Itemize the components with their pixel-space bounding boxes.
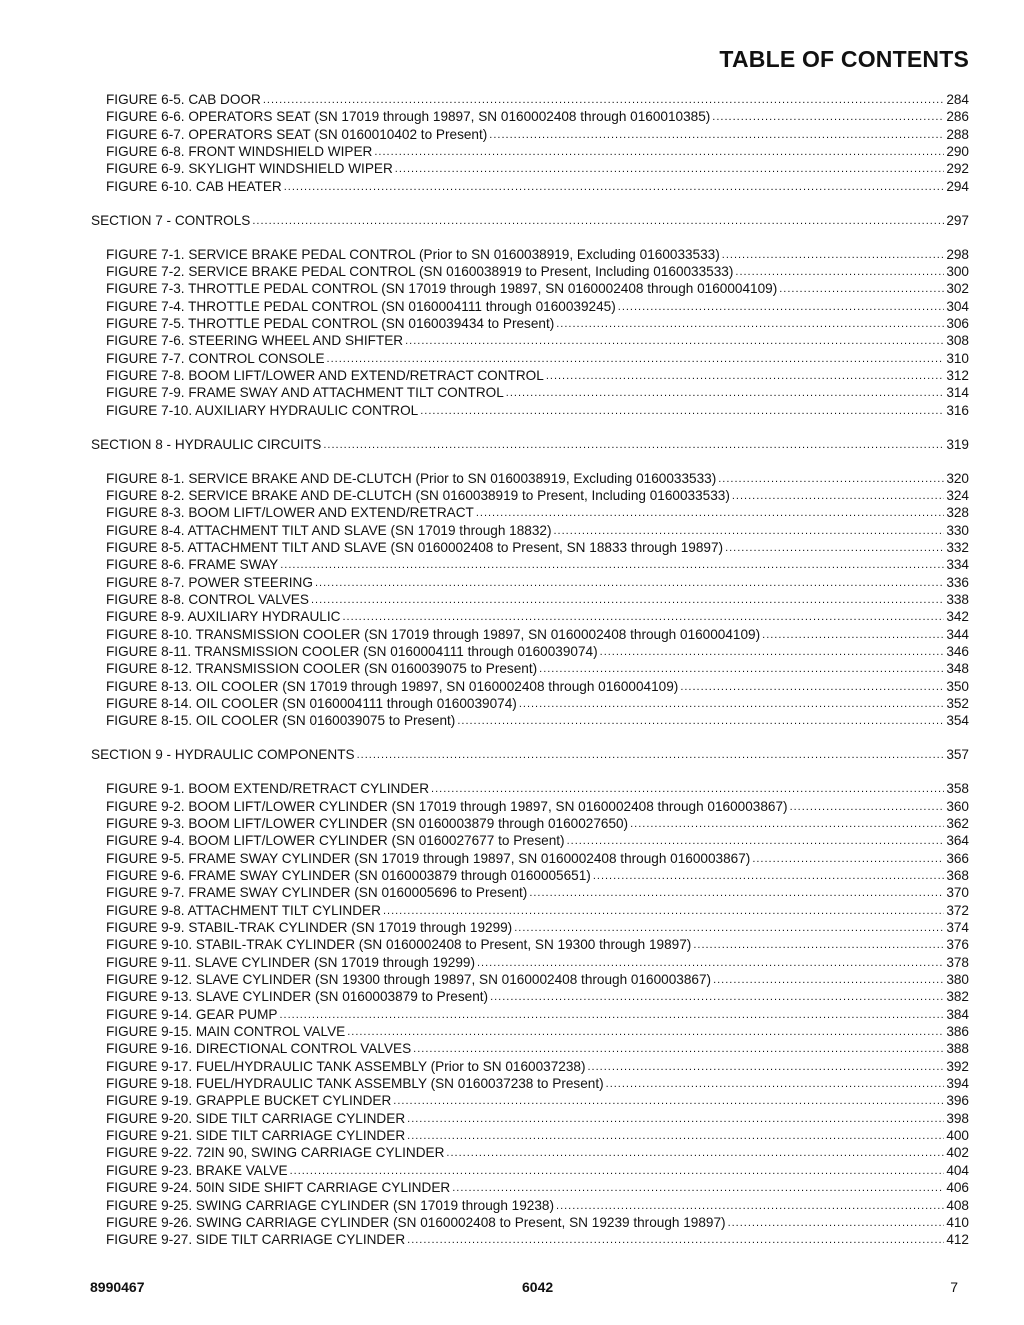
- toc-entry-label: FIGURE 8-11. TRANSMISSION COOLER (SN 0160004111 through 0160039074): [106, 644, 598, 659]
- toc-entry-page: 368: [946, 867, 969, 883]
- toc-entry-label: FIGURE 8-9. AUXILIARY HYDRAULIC: [106, 609, 341, 625]
- toc-entry-label: FIGURE 8-13. OIL COOLER (SN 17019 through 19897, SN 0160002408 through 0160004109): [106, 678, 679, 694]
- toc-entry-label: FIGURE 8-3. BOOM LIFT/LOWER AND EXTEND/RETRACT: [106, 505, 474, 521]
- toc-spacer: [0, 453, 1024, 470]
- toc-spacer: [0, 229, 1024, 246]
- toc-figure-entry[interactable]: [106, 298, 969, 315]
- toc-spacer: [0, 764, 1024, 781]
- toc-entry-label: FIGURE 7-3. THROTTLE PEDAL CONTROL (SN 17019 through 19897, SN 0160002408 through 0160004109): [106, 281, 778, 297]
- dot-leader: [490, 987, 944, 1006]
- dot-leader: [284, 177, 945, 196]
- toc-entry-page: 374: [946, 920, 969, 935]
- toc-entry-label: SECTION 9 - HYDRAULIC COMPONENTS: [91, 747, 355, 763]
- toc-figure-entry[interactable]: [106, 126, 969, 143]
- toc-figure-entry[interactable]: [106, 574, 969, 591]
- dot-leader: [693, 935, 944, 954]
- dot-leader: [713, 970, 944, 989]
- toc-figure-entry[interactable]: [106, 936, 969, 953]
- toc-figure-entry[interactable]: [106, 143, 969, 160]
- toc-entry-page: 354: [946, 713, 969, 729]
- toc-figure-entry[interactable]: [106, 1075, 969, 1092]
- toc-entry-label: FIGURE 9-13. SLAVE CYLINDER (SN 0160003879 to Present): [106, 989, 489, 1005]
- toc-figure-entry[interactable]: [106, 902, 969, 919]
- toc-section-entry[interactable]: [91, 746, 969, 763]
- toc-entry-page: 312: [946, 368, 969, 383]
- toc-figure-entry[interactable]: [106, 919, 969, 936]
- dot-leader: [477, 953, 944, 972]
- toc-entry-label: FIGURE 8-7. POWER STEERING: [106, 574, 313, 590]
- toc-figure-entry[interactable]: [106, 884, 969, 901]
- toc-entry-page: 382: [946, 989, 969, 1005]
- toc-figure-entry[interactable]: [106, 522, 969, 539]
- dot-leader: [311, 590, 944, 609]
- toc-figure-entry[interactable]: [106, 402, 969, 419]
- toc-entry-page: 300: [946, 263, 969, 279]
- toc-entry-label: FIGURE 9-1. BOOM EXTEND/RETRACT CYLINDER: [106, 781, 430, 797]
- toc-entry-page: 376: [946, 937, 969, 953]
- toc-entry-label: FIGURE 6-10. CAB HEATER: [106, 178, 282, 194]
- toc-figure-entry[interactable]: [106, 384, 969, 401]
- dot-leader: [556, 1196, 944, 1215]
- dot-leader: [593, 866, 944, 885]
- toc-entry-page: 398: [946, 1110, 969, 1126]
- toc-figure-entry[interactable]: [106, 1058, 969, 1075]
- toc-entry-label: FIGURE 7-7. CONTROL CONSOLE: [106, 350, 325, 366]
- toc-entry-label: FIGURE 9-9. STABIL-TRAK CYLINDER (SN 17019 through 19299): [106, 920, 513, 935]
- toc-entry-label: FIGURE 8-14. OIL COOLER (SN 0160004111 through 0160039074): [106, 696, 517, 712]
- toc-entry-page: 402: [946, 1145, 969, 1161]
- toc-entry-page: 380: [946, 972, 969, 988]
- toc-entry-page: 348: [946, 661, 969, 677]
- toc-entry-page: 314: [946, 385, 969, 401]
- toc-entry-label: FIGURE 9-12. SLAVE CYLINDER (SN 19300 through 19897, SN 0160002408 through 0160003867): [106, 972, 712, 988]
- toc-entry-page: 410: [946, 1214, 969, 1230]
- toc-entry-page: 330: [946, 522, 969, 538]
- toc-figure-entry[interactable]: [106, 280, 969, 297]
- toc-entry-page: 412: [946, 1232, 969, 1248]
- toc-entry-label: FIGURE 7-8. BOOM LIFT/LOWER AND EXTEND/RETRACT CONTROL: [106, 368, 544, 383]
- toc-spacer: [0, 730, 1024, 747]
- toc-figure-entry[interactable]: [106, 315, 969, 332]
- dot-leader: [327, 349, 945, 368]
- toc-entry-label: SECTION 7 - CONTROLS: [91, 212, 251, 228]
- dot-leader: [630, 814, 944, 833]
- model-number: 6042: [522, 1279, 554, 1295]
- toc-figure-entry[interactable]: [106, 1023, 969, 1040]
- toc-figure-entry[interactable]: [106, 678, 969, 695]
- toc-entry-label: FIGURE 7-5. THROTTLE PEDAL CONTROL (SN 0160039434 to Present): [106, 315, 555, 331]
- toc-entry-label: FIGURE 9-27. SIDE TILT CARRIAGE CYLINDER: [106, 1232, 406, 1248]
- toc-entry-label: FIGURE 6-7. OPERATORS SEAT (SN 0160010402 to Present): [106, 126, 488, 142]
- toc-figure-entry[interactable]: [106, 591, 969, 608]
- toc-entry-page: 286: [946, 109, 969, 125]
- toc-entry-label: FIGURE 8-10. TRANSMISSION COOLER (SN 17019 through 19897, SN 0160002408 through 0160004109): [106, 626, 761, 642]
- toc-figure-entry[interactable]: [106, 660, 969, 677]
- toc-entry-page: 404: [946, 1162, 969, 1178]
- toc-figure-entry[interactable]: [106, 539, 969, 556]
- toc-entry-page: 316: [946, 402, 969, 418]
- toc-entry-page: 366: [946, 850, 969, 866]
- dot-leader: [680, 677, 944, 696]
- toc-entry-page: 346: [946, 644, 969, 659]
- toc-entry-page: 302: [946, 281, 969, 297]
- dot-leader: [514, 918, 944, 937]
- toc-entry-label: FIGURE 9-25. SWING CARRIAGE CYLINDER (SN 17019 through 19238): [106, 1197, 555, 1213]
- toc-entry-page: 364: [946, 833, 969, 849]
- toc-figure-entry[interactable]: [106, 108, 969, 125]
- toc-entry-page: 297: [946, 212, 969, 228]
- dot-leader: [457, 711, 944, 730]
- toc-entry-page: 292: [946, 161, 969, 177]
- toc-entry-label: FIGURE 9-8. ATTACHMENT TILT CYLINDER: [106, 902, 381, 918]
- dot-leader: [347, 1022, 944, 1041]
- toc-entry-page: 288: [946, 126, 969, 142]
- toc-figure-entry[interactable]: [106, 1144, 969, 1161]
- dot-leader: [556, 314, 944, 333]
- dot-leader: [395, 159, 945, 178]
- toc-figure-entry[interactable]: [106, 815, 969, 832]
- toc-figure-entry[interactable]: [106, 160, 969, 177]
- dot-leader: [263, 90, 944, 109]
- toc-entry-page: 362: [946, 815, 969, 831]
- toc-figure-entry[interactable]: [106, 1127, 969, 1144]
- dot-leader: [446, 1143, 944, 1162]
- dot-leader: [519, 694, 944, 713]
- toc-entry-label: FIGURE 8-5. ATTACHMENT TILT AND SLAVE (SN 0160002408 to Present, SN 18833 through 19897): [106, 539, 724, 555]
- toc-figure-entry[interactable]: [106, 1006, 969, 1023]
- dot-leader: [529, 883, 944, 902]
- dot-leader: [732, 486, 944, 505]
- toc-entry-page: 386: [946, 1024, 969, 1040]
- toc-entry-page: 388: [946, 1041, 969, 1057]
- dot-leader: [725, 538, 944, 557]
- dot-leader: [280, 555, 944, 574]
- toc-entry-page: 396: [946, 1093, 969, 1109]
- document-number: 8990467: [90, 1279, 145, 1295]
- toc-entry-label: FIGURE 9-26. SWING CARRIAGE CYLINDER (SN 0160002408 to Present, SN 19239 through 19897): [106, 1214, 726, 1230]
- dot-leader: [728, 1213, 945, 1232]
- toc-entry-label: FIGURE 9-4. BOOM LIFT/LOWER CYLINDER (SN 0160027677 to Present): [106, 833, 565, 849]
- toc-entry-page: 328: [946, 505, 969, 521]
- dot-leader: [413, 1039, 944, 1058]
- toc-figure-entry[interactable]: [106, 1092, 969, 1109]
- toc-entry-page: 336: [946, 574, 969, 590]
- toc-section-entry[interactable]: [91, 212, 969, 229]
- toc-figure-entry[interactable]: [106, 626, 969, 643]
- dot-leader: [420, 401, 944, 420]
- dot-leader: [476, 503, 944, 522]
- toc-figure-entry[interactable]: [106, 367, 969, 384]
- table-of-contents: [0, 91, 1024, 1249]
- toc-entry-label: FIGURE 9-10. STABIL-TRAK CYLINDER (SN 0160002408 to Present, SN 19300 through 19897): [106, 937, 692, 953]
- toc-entry-label: FIGURE 9-14. GEAR PUMP: [106, 1006, 278, 1022]
- toc-entry-page: 370: [946, 885, 969, 901]
- dot-leader: [383, 901, 944, 920]
- toc-entry-page: 308: [946, 333, 969, 349]
- dot-leader: [431, 779, 944, 798]
- toc-entry-page: 324: [946, 487, 969, 503]
- toc-entry-label: FIGURE 7-4. THROTTLE PEDAL CONTROL (SN 0160004111 through 0160039245): [106, 298, 616, 314]
- toc-figure-entry[interactable]: [106, 832, 969, 849]
- toc-figure-entry[interactable]: [106, 178, 969, 195]
- toc-figure-entry[interactable]: [106, 643, 969, 660]
- dot-leader: [554, 521, 945, 540]
- toc-figure-entry[interactable]: [106, 470, 969, 487]
- dot-leader: [618, 297, 945, 316]
- toc-entry-label: FIGURE 8-6. FRAME SWAY: [106, 557, 279, 573]
- toc-spacer: [0, 195, 1024, 212]
- dot-leader: [539, 659, 944, 678]
- dot-leader: [606, 1074, 945, 1093]
- toc-entry-label: FIGURE 9-18. FUEL/HYDRAULIC TANK ASSEMBLY (SN 0160037238 to Present): [106, 1076, 604, 1092]
- toc-figure-entry[interactable]: [106, 556, 969, 573]
- toc-entry-page: 284: [946, 92, 969, 107]
- toc-entry-label: FIGURE 8-15. OIL COOLER (SN 0160039075 to Present): [106, 713, 456, 729]
- toc-entry-label: FIGURE 9-5. FRAME SWAY CYLINDER (SN 17019 through 19897, SN 0160002408 through 0160003867): [106, 850, 751, 866]
- toc-entry-label: FIGURE 9-2. BOOM LIFT/LOWER CYLINDER (SN 17019 through 19897, SN 0160002408 through 0160003867): [106, 798, 788, 814]
- dot-leader: [546, 366, 944, 385]
- dot-leader: [752, 849, 944, 868]
- toc-figure-entry[interactable]: [106, 798, 969, 815]
- toc-entry-label: FIGURE 9-20. SIDE TILT CARRIAGE CYLINDER: [106, 1110, 406, 1126]
- toc-entry-label: FIGURE 9-21. SIDE TILT CARRIAGE CYLINDER: [106, 1128, 406, 1144]
- dot-leader: [718, 469, 944, 488]
- toc-entry-label: FIGURE 6-8. FRONT WINDSHIELD WIPER: [106, 144, 373, 160]
- toc-figure-entry[interactable]: [106, 1110, 969, 1127]
- toc-figure-entry[interactable]: [106, 246, 969, 263]
- toc-figure-entry[interactable]: [106, 695, 969, 712]
- dot-leader: [735, 262, 944, 281]
- toc-entry-page: 332: [946, 539, 969, 555]
- toc-entry-label: FIGURE 7-1. SERVICE BRAKE PEDAL CONTROL (Prior to SN 0160038919, Excluding 0160033533): [106, 246, 720, 262]
- toc-figure-entry[interactable]: [106, 971, 969, 988]
- dot-leader: [567, 831, 945, 850]
- toc-figure-entry[interactable]: [106, 487, 969, 504]
- toc-entry-page: 392: [946, 1058, 969, 1074]
- dot-leader: [588, 1057, 945, 1076]
- toc-entry-label: FIGURE 9-7. FRAME SWAY CYLINDER (SN 0160005696 to Present): [106, 885, 528, 901]
- dot-leader: [405, 331, 944, 350]
- toc-figure-entry[interactable]: [106, 1231, 969, 1248]
- toc-entry-page: 320: [946, 470, 969, 486]
- toc-figure-entry[interactable]: [106, 332, 969, 349]
- toc-entry-label: FIGURE 9-11. SLAVE CYLINDER (SN 17019 through 19299): [106, 954, 475, 970]
- toc-entry-label: FIGURE 6-5. CAB DOOR: [106, 92, 261, 107]
- toc-entry-label: FIGURE 8-4. ATTACHMENT TILT AND SLAVE (SN 17019 through 18832): [106, 522, 552, 538]
- toc-entry-page: 334: [946, 557, 969, 573]
- toc-figure-entry[interactable]: [106, 954, 969, 971]
- dot-leader: [342, 607, 944, 626]
- toc-entry-page: 378: [946, 954, 969, 970]
- toc-figure-entry[interactable]: [106, 1179, 969, 1196]
- toc-entry-label: FIGURE 9-24. 50IN SIDE SHIFT CARRIAGE CYLINDER: [106, 1180, 451, 1196]
- dot-leader: [393, 1091, 944, 1110]
- dot-leader: [374, 142, 944, 161]
- toc-entry-label: FIGURE 9-23. BRAKE VALVE: [106, 1162, 288, 1178]
- toc-entry-page: 310: [946, 350, 969, 366]
- page-title: TABLE OF CONTENTS: [719, 46, 969, 72]
- toc-figure-entry[interactable]: [106, 1197, 969, 1214]
- dot-leader: [290, 1161, 945, 1180]
- toc-entry-page: 344: [946, 626, 969, 642]
- toc-entry-label: FIGURE 9-6. FRAME SWAY CYLINDER (SN 0160003879 through 0160005651): [106, 867, 591, 883]
- toc-entry-label: FIGURE 8-8. CONTROL VALVES: [106, 591, 309, 607]
- toc-figure-entry[interactable]: [106, 867, 969, 884]
- toc-figure-entry[interactable]: [106, 1214, 969, 1231]
- toc-spacer: [0, 419, 1024, 436]
- toc-entry-page: 338: [946, 591, 969, 607]
- dot-leader: [722, 245, 945, 264]
- dot-leader: [779, 279, 944, 298]
- toc-entry-label: FIGURE 7-10. AUXILIARY HYDRAULIC CONTROL: [106, 402, 419, 418]
- dot-leader: [357, 745, 945, 764]
- toc-figure-entry[interactable]: [106, 504, 969, 521]
- dot-leader: [489, 125, 944, 144]
- dot-leader: [407, 1230, 944, 1249]
- dot-leader: [452, 1178, 944, 1197]
- toc-figure-entry[interactable]: [106, 1162, 969, 1179]
- toc-entry-page: 358: [946, 781, 969, 797]
- dot-leader: [790, 797, 945, 816]
- toc-entry-page: 294: [946, 178, 969, 194]
- toc-entry-label: FIGURE 9-3. BOOM LIFT/LOWER CYLINDER (SN 0160003879 through 0160027650): [106, 815, 629, 831]
- dot-leader: [506, 383, 945, 402]
- toc-entry-label: FIGURE 9-16. DIRECTIONAL CONTROL VALVES: [106, 1041, 412, 1057]
- toc-section-entry[interactable]: [91, 436, 969, 453]
- toc-entry-page: 360: [946, 798, 969, 814]
- toc-entry-page: 342: [946, 609, 969, 625]
- toc-entry-page: 400: [946, 1128, 969, 1144]
- toc-entry-page: 394: [946, 1076, 969, 1092]
- dot-leader: [315, 573, 944, 592]
- toc-entry-label: FIGURE 7-2. SERVICE BRAKE PEDAL CONTROL (SN 0160038919 to Present, Including 0160033533): [106, 263, 734, 279]
- toc-entry-label: FIGURE 7-6. STEERING WHEEL AND SHIFTER: [106, 333, 404, 349]
- toc-entry-label: FIGURE 9-15. MAIN CONTROL VALVE: [106, 1024, 346, 1040]
- toc-entry-page: 290: [946, 144, 969, 160]
- toc-entry-label: FIGURE 9-17. FUEL/HYDRAULIC TANK ASSEMBLY (Prior to SN 0160037238): [106, 1058, 586, 1074]
- toc-entry-page: 350: [946, 678, 969, 694]
- dot-leader: [407, 1109, 944, 1128]
- dot-leader: [762, 625, 944, 644]
- toc-entry-page: 384: [946, 1006, 969, 1022]
- toc-figure-entry[interactable]: [106, 350, 969, 367]
- toc-entry-label: FIGURE 8-2. SERVICE BRAKE AND DE-CLUTCH (SN 0160038919 to Present, Including 0160033533): [106, 487, 730, 503]
- toc-entry-page: 408: [946, 1197, 969, 1213]
- toc-entry-page: 357: [946, 747, 969, 763]
- toc-figure-entry[interactable]: [106, 850, 969, 867]
- dot-leader: [407, 1126, 944, 1145]
- toc-figure-entry[interactable]: [106, 608, 969, 625]
- toc-figure-entry[interactable]: [106, 988, 969, 1005]
- toc-entry-page: 304: [946, 298, 969, 314]
- toc-entry-page: 319: [946, 436, 969, 452]
- page-number: 7: [950, 1279, 958, 1295]
- toc-entry-page: 298: [946, 246, 969, 262]
- toc-entry-page: 372: [946, 902, 969, 918]
- toc-entry-page: 306: [946, 315, 969, 331]
- toc-entry-page: 352: [946, 696, 969, 712]
- toc-entry-label: SECTION 8 - HYDRAULIC CIRCUITS: [91, 436, 322, 452]
- dot-leader: [712, 107, 944, 126]
- toc-figure-entry[interactable]: [106, 91, 969, 108]
- toc-entry-label: FIGURE 8-12. TRANSMISSION COOLER (SN 0160039075 to Present): [106, 661, 538, 677]
- toc-figure-entry[interactable]: [106, 263, 969, 280]
- toc-figure-entry[interactable]: [106, 1040, 969, 1057]
- toc-entry-label: FIGURE 6-9. SKYLIGHT WINDSHIELD WIPER: [106, 161, 393, 177]
- dot-leader: [252, 211, 944, 230]
- toc-entry-label: FIGURE 7-9. FRAME SWAY AND ATTACHMENT TILT CONTROL: [106, 385, 504, 401]
- toc-figure-entry[interactable]: [106, 780, 969, 797]
- toc-entry-page: 406: [946, 1180, 969, 1196]
- toc-entry-label: FIGURE 8-1. SERVICE BRAKE AND DE-CLUTCH (Prior to SN 0160038919, Excluding 0160033533): [106, 470, 717, 486]
- toc-entry-label: FIGURE 6-6. OPERATORS SEAT (SN 17019 through 19897, SN 0160002408 through 0160010385): [106, 109, 711, 125]
- toc-figure-entry[interactable]: [106, 712, 969, 729]
- dot-leader: [279, 1005, 944, 1024]
- dot-leader: [323, 435, 944, 454]
- toc-entry-label: FIGURE 9-22. 72IN 90, SWING CARRIAGE CYLINDER: [106, 1145, 445, 1161]
- dot-leader: [600, 642, 945, 661]
- toc-entry-label: FIGURE 9-19. GRAPPLE BUCKET CYLINDER: [106, 1093, 392, 1109]
